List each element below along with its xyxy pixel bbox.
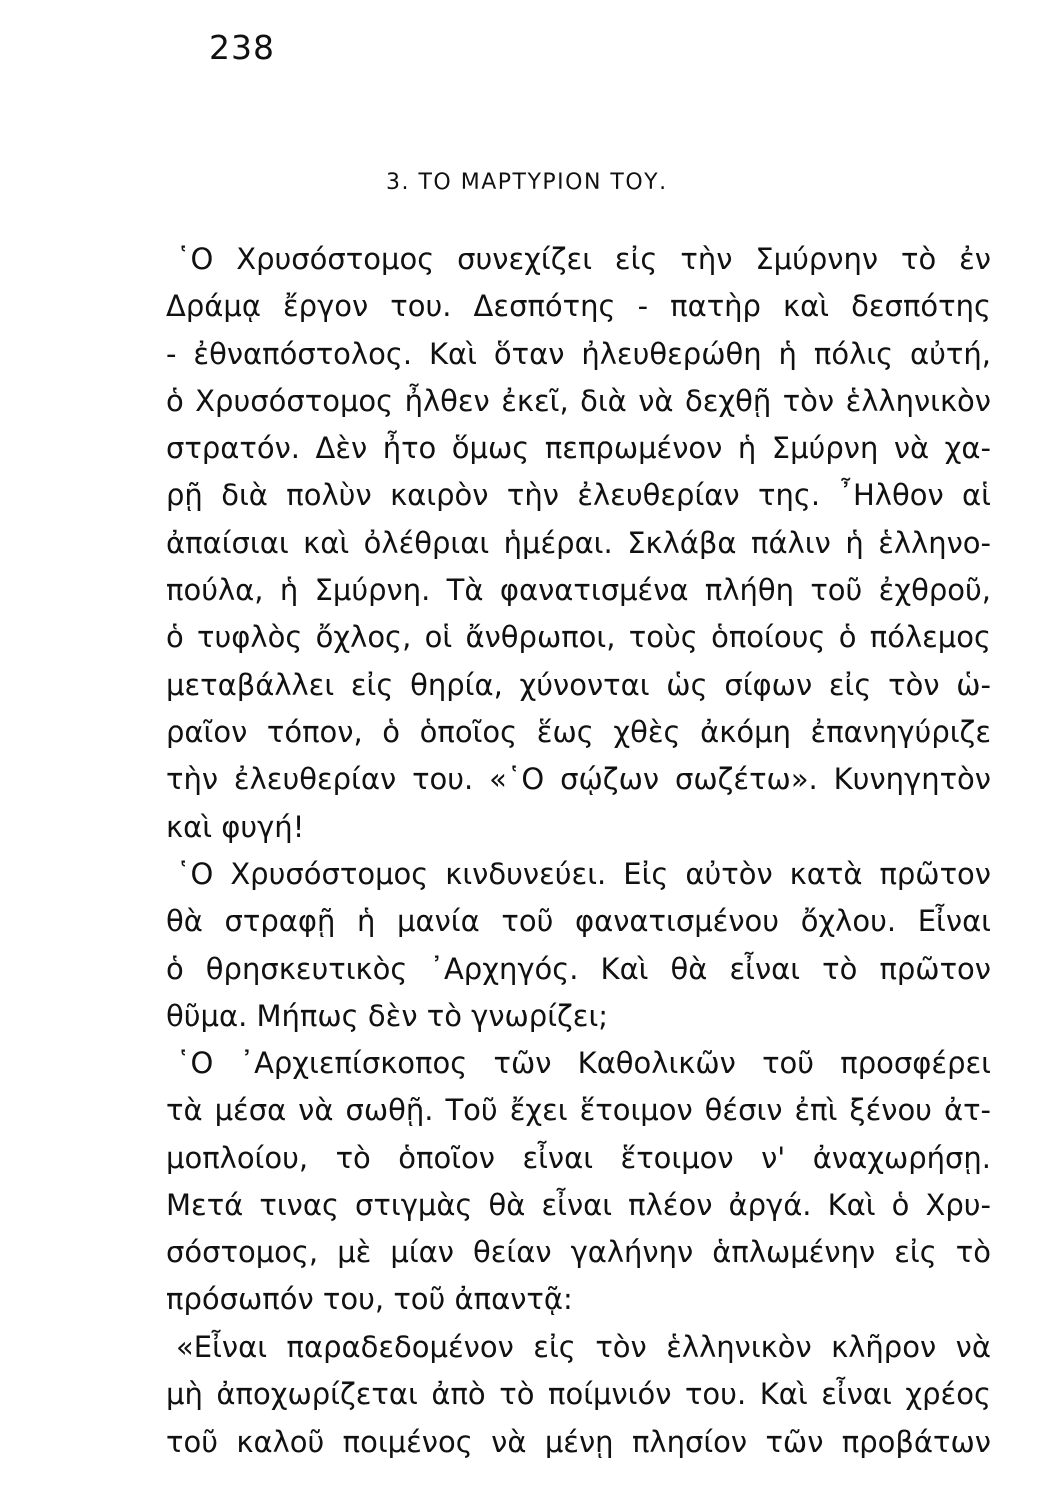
text-line: μεταβάλλει εἰς θηρία, χύνονται ὡς σίφων εἰς τὸν ὡ- [166, 667, 991, 702]
text-line: ὁ θρησκευτικὸς ᾿Αρχηγός. Καὶ θὰ εἶναι τὸ πρῶτον [166, 951, 991, 986]
paragraph [166, 1324, 991, 1466]
text-line: μοπλοίου, τὸ ὁποῖον εἶναι ἕτοιμον ν' ἀναχωρήσῃ. [166, 1140, 991, 1175]
page-number: 238 [209, 28, 275, 67]
text-line: πρόσωπόν του, τοῦ ἀπαντᾷ: [166, 1282, 573, 1317]
text-line: τοῦ καλοῦ ποιμένος νὰ μένῃ πλησίον τῶν προβάτων [166, 1424, 991, 1459]
text-line: ῾Ο Χρυσόστομος συνεχίζει εἰς τὴν Σμύρνην τὸ ἐν [176, 242, 991, 276]
text-line: ῾Ο Χρυσόστομος κινδυνεύει. Εἰς αὐτὸν κατὰ πρῶτον [176, 857, 991, 891]
text-line: τὰ μέσα νὰ σωθῇ. Τοῦ ἔχει ἕτοιμον θέσιν ἐπὶ ξένου ἀτ- [166, 1093, 991, 1128]
text-line: στρατόν. Δὲν ἦτο ὅμως πεπρωμένον ἡ Σμύρνη νὰ χα- [166, 431, 991, 466]
text-line: ἀπαίσιαι καὶ ὀλέθριαι ἡμέραι. Σκλάβα πάλιν ἡ ἑλληνο- [166, 525, 991, 560]
text-line: θῦμα. Μήπως δὲν τὸ γνωρίζει; [166, 998, 609, 1033]
text-line: «Εἶναι παραδεδομένον εἰς τὸν ἑλληνικὸν κλῆρον νὰ [176, 1330, 991, 1364]
text-line: Δράμᾳ ἔργον του. Δεσπότης - πατὴρ καὶ δεσπότης [166, 289, 991, 324]
paragraph [166, 1040, 991, 1324]
text-line: σόστομος, μὲ μίαν θείαν γαλήνην ἁπλωμένην εἰς τὸ [166, 1235, 991, 1270]
text-line: πούλα, ἡ Σμύρνη. Τὰ φανατισμένα πλήθη τοῦ ἐχθροῦ, [166, 573, 991, 608]
text-line: - ἐθναπόστολος. Καὶ ὅταν ἠλευθερώθη ἡ πόλις αὐτή, [166, 336, 991, 371]
paragraph [166, 851, 991, 1040]
text-line: ὁ Χρυσόστομος ἦλθεν ἐκεῖ, διὰ νὰ δεχθῇ τὸν ἑλληνικὸν [166, 383, 991, 418]
text-line: τὴν ἐλευθερίαν του. «῾Ο σῴζων σωζέτω». Κυνηγητὸν [166, 762, 991, 797]
text-line: ραῖον τόπον, ὁ ὁποῖος ἕως χθὲς ἀκόμη ἐπανηγύριζε [166, 714, 991, 749]
text-line: Μετά τινας στιγμὰς θὰ εἶναι πλέον ἀργά. Καὶ ὁ Χρυ- [166, 1187, 991, 1222]
text-line: ῾Ο ᾿Αρχιεπίσκοπος τῶν Καθολικῶν τοῦ προσφέρει [176, 1046, 991, 1080]
text-line: ὁ τυφλὸς ὄχλος, οἱ ἄνθρωποι, τοὺς ὁποίους ὁ πόλεμος [166, 620, 991, 655]
text-line: μὴ ἀποχωρίζεται ἀπὸ τὸ ποίμνιόν του. Καὶ εἶναι χρέος [166, 1377, 991, 1412]
text-line: καὶ φυγή! [166, 809, 305, 844]
text-line: θὰ στραφῇ ἡ μανία τοῦ φανατισμένου ὄχλου. Εἶναι [166, 904, 991, 939]
paragraph [166, 236, 991, 851]
text-line: ρῇ διὰ πολὺν καιρὸν τὴν ἐλευθερίαν της. ῏Ηλθον αἱ [166, 478, 991, 513]
section-heading: 3. ΤΟ ΜΑΡΤΥΡΙΟΝ ΤΟΥ. [386, 170, 668, 195]
